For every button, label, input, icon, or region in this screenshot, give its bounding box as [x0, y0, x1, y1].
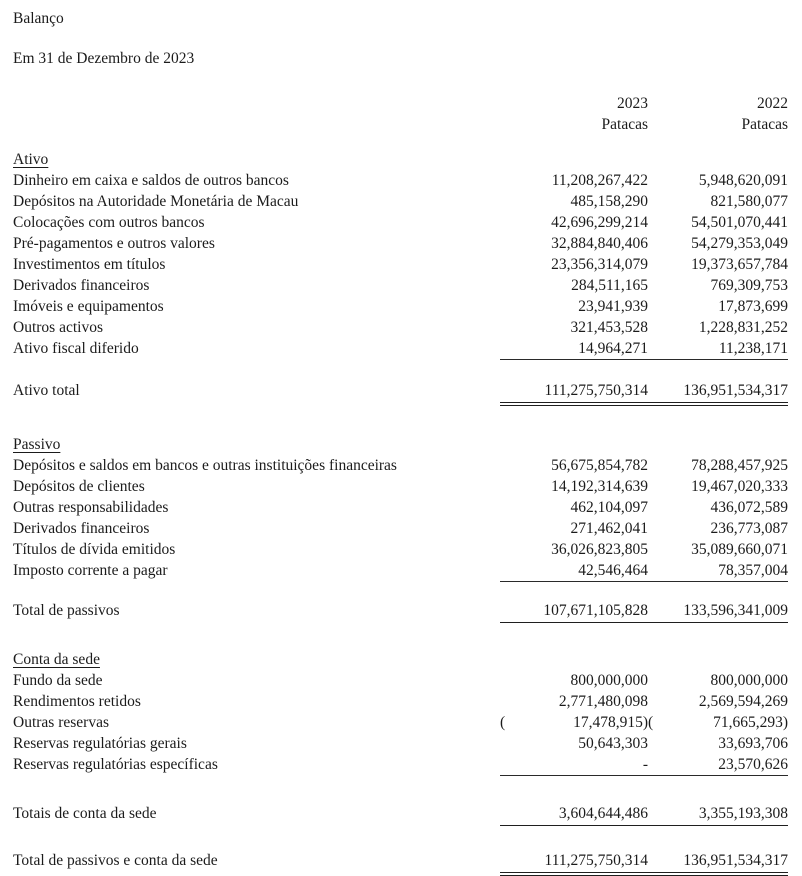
line-item-row	[13, 233, 788, 254]
negative-amount: 71,665,293)	[713, 714, 788, 731]
value-2022: 821,580,077	[710, 193, 788, 210]
total-label: Total de passivos	[13, 602, 120, 619]
value-2023: 56,675,854,782	[551, 457, 648, 474]
year-2023-label: 2023	[617, 95, 648, 112]
value-2022: 19,467,020,333	[691, 478, 788, 495]
item-label: Depósitos de clientes	[13, 478, 145, 495]
value-2023: 50,643,303	[578, 735, 648, 752]
open-paren: (	[648, 714, 654, 731]
item-label: Pré-pagamentos e outros valores	[13, 235, 215, 252]
value-2023: 42,546,464	[500, 560, 648, 582]
item-label: Reservas regulatórias específicas	[13, 756, 218, 773]
value-2022: 35,089,660,071	[691, 541, 788, 558]
value-2023: 800,000,000	[570, 672, 648, 689]
open-paren: (	[500, 714, 506, 731]
value-2023: 23,941,939	[578, 298, 648, 315]
total-row-conta-da-sede	[13, 803, 788, 826]
total-row-passivo	[13, 600, 788, 623]
value-2022: 236,773,087	[710, 520, 788, 537]
close-paren: )	[782, 714, 788, 731]
value-2022: 17,873,699	[718, 298, 788, 315]
item-label: Títulos de dívida emitidos	[13, 541, 176, 558]
value-2022: 78,288,457,925	[691, 457, 788, 474]
close-paren: )	[642, 714, 648, 731]
value-2022: 11,238,171	[648, 338, 788, 360]
value-2022: 54,279,353,049	[691, 235, 788, 252]
item-label: Ativo fiscal diferido	[13, 340, 139, 357]
item-label: Investimentos em títulos	[13, 256, 166, 273]
column-header-2022	[648, 93, 788, 135]
value-2022	[648, 712, 788, 733]
value-2023: 14,964,271	[500, 338, 648, 360]
value-2022: 19,373,657,784	[691, 256, 788, 273]
item-label: Outros activos	[13, 319, 103, 336]
total-value-2022: 136,951,534,317	[648, 380, 788, 406]
year-2022-label: 2022	[757, 95, 788, 112]
value-2022: 436,072,589	[710, 499, 788, 516]
value-2023: 11,208,267,422	[551, 172, 648, 189]
section-heading-ativo	[13, 149, 788, 170]
line-item-row	[13, 275, 788, 296]
line-item-row	[13, 296, 788, 317]
total-value-2023: 111,275,750,314	[500, 380, 648, 406]
item-label: Derivados financeiros	[13, 520, 150, 537]
value-2023: -	[500, 754, 648, 776]
item-label: Reservas regulatórias gerais	[13, 735, 187, 752]
total-value-2022: 133,596,341,009	[648, 600, 788, 623]
column-header-2023	[500, 93, 648, 135]
line-item-row	[13, 338, 788, 360]
value-2022: 1,228,831,252	[698, 319, 788, 336]
value-2023: 36,026,823,805	[551, 541, 648, 558]
total-row-ativo	[13, 380, 788, 406]
item-label: Derivados financeiros	[13, 277, 150, 294]
item-label: Outras responsabilidades	[13, 499, 169, 516]
value-2023: 321,453,528	[570, 319, 648, 336]
line-item-row	[13, 317, 788, 338]
item-label: Fundo da sede	[13, 672, 103, 689]
value-2022: 769,309,753	[710, 277, 788, 294]
line-item-row	[13, 691, 788, 712]
line-item-row	[13, 170, 788, 191]
section-heading-conta-da-sede	[13, 649, 788, 670]
line-item-row	[13, 455, 788, 476]
doc-title: Balanço	[13, 10, 64, 27]
total-value-2023: 3,604,644,486	[500, 803, 648, 826]
section-heading-label: Ativo	[13, 151, 49, 168]
value-2023: 42,696,299,214	[551, 214, 648, 231]
value-2022: 78,357,004	[648, 560, 788, 582]
line-item-row	[13, 560, 788, 582]
item-label: Depósitos e saldos em bancos e outras instituições financeiras	[13, 457, 397, 474]
doc-date: Em 31 de Dezembro de 2023	[13, 50, 195, 67]
value-2022: 5,948,620,091	[698, 172, 788, 189]
section-heading-label: Passivo	[13, 436, 61, 453]
value-2023: 485,158,290	[570, 193, 648, 210]
currency-2023-label: Patacas	[601, 116, 648, 133]
negative-amount: 17,478,915)	[573, 714, 648, 731]
value-2022: 800,000,000	[710, 672, 788, 689]
value-2022: 23,570,626	[648, 754, 788, 776]
grand-total-label: Total de passivos e conta da sede	[13, 852, 218, 869]
line-item-row	[13, 212, 788, 233]
line-item-row	[13, 518, 788, 539]
total-value-2022: 3,355,193,308	[648, 803, 788, 826]
value-2023	[500, 712, 648, 733]
total-value-2023: 107,671,105,828	[500, 600, 648, 623]
column-headers	[13, 93, 788, 135]
value-2023: 23,356,314,079	[551, 256, 648, 273]
total-label: Totais de conta da sede	[13, 805, 157, 822]
value-2023: 14,192,314,639	[551, 478, 648, 495]
grand-total-row	[13, 850, 788, 876]
item-label: Imóveis e equipamentos	[13, 298, 164, 315]
line-item-row	[13, 539, 788, 560]
line-item-row-negative	[13, 712, 788, 733]
item-label: Colocações com outros bancos	[13, 214, 205, 231]
value-2023: 32,884,840,406	[551, 235, 648, 252]
line-item-row	[13, 476, 788, 497]
line-item-row	[13, 191, 788, 212]
value-2023: 284,511,165	[571, 277, 648, 294]
currency-2022-label: Patacas	[741, 116, 788, 133]
item-label: Depósitos na Autoridade Monetária de Macau	[13, 193, 299, 210]
grand-total-value-2022: 136,951,534,317	[648, 850, 788, 876]
value-2023: 462,104,097	[570, 499, 648, 516]
value-2023: 271,462,041	[570, 520, 648, 537]
total-label: Ativo total	[13, 382, 80, 399]
line-item-row	[13, 670, 788, 691]
item-label: Imposto corrente a pagar	[13, 562, 168, 579]
line-item-row	[13, 754, 788, 776]
item-label: Dinheiro em caixa e saldos de outros bancos	[13, 172, 289, 189]
value-2023: 2,771,480,098	[558, 693, 648, 710]
value-2022: 33,693,706	[718, 735, 788, 752]
line-item-row	[13, 733, 788, 754]
item-label: Rendimentos retidos	[13, 693, 141, 710]
line-item-row	[13, 254, 788, 275]
value-2022: 54,501,070,441	[691, 214, 788, 231]
item-label: Outras reservas	[13, 714, 109, 731]
line-item-row	[13, 497, 788, 518]
section-heading-label: Conta da sede	[13, 651, 100, 668]
section-heading-passivo	[13, 434, 788, 455]
value-2022: 2,569,594,269	[698, 693, 788, 710]
grand-total-value-2023: 111,275,750,314	[500, 850, 648, 876]
